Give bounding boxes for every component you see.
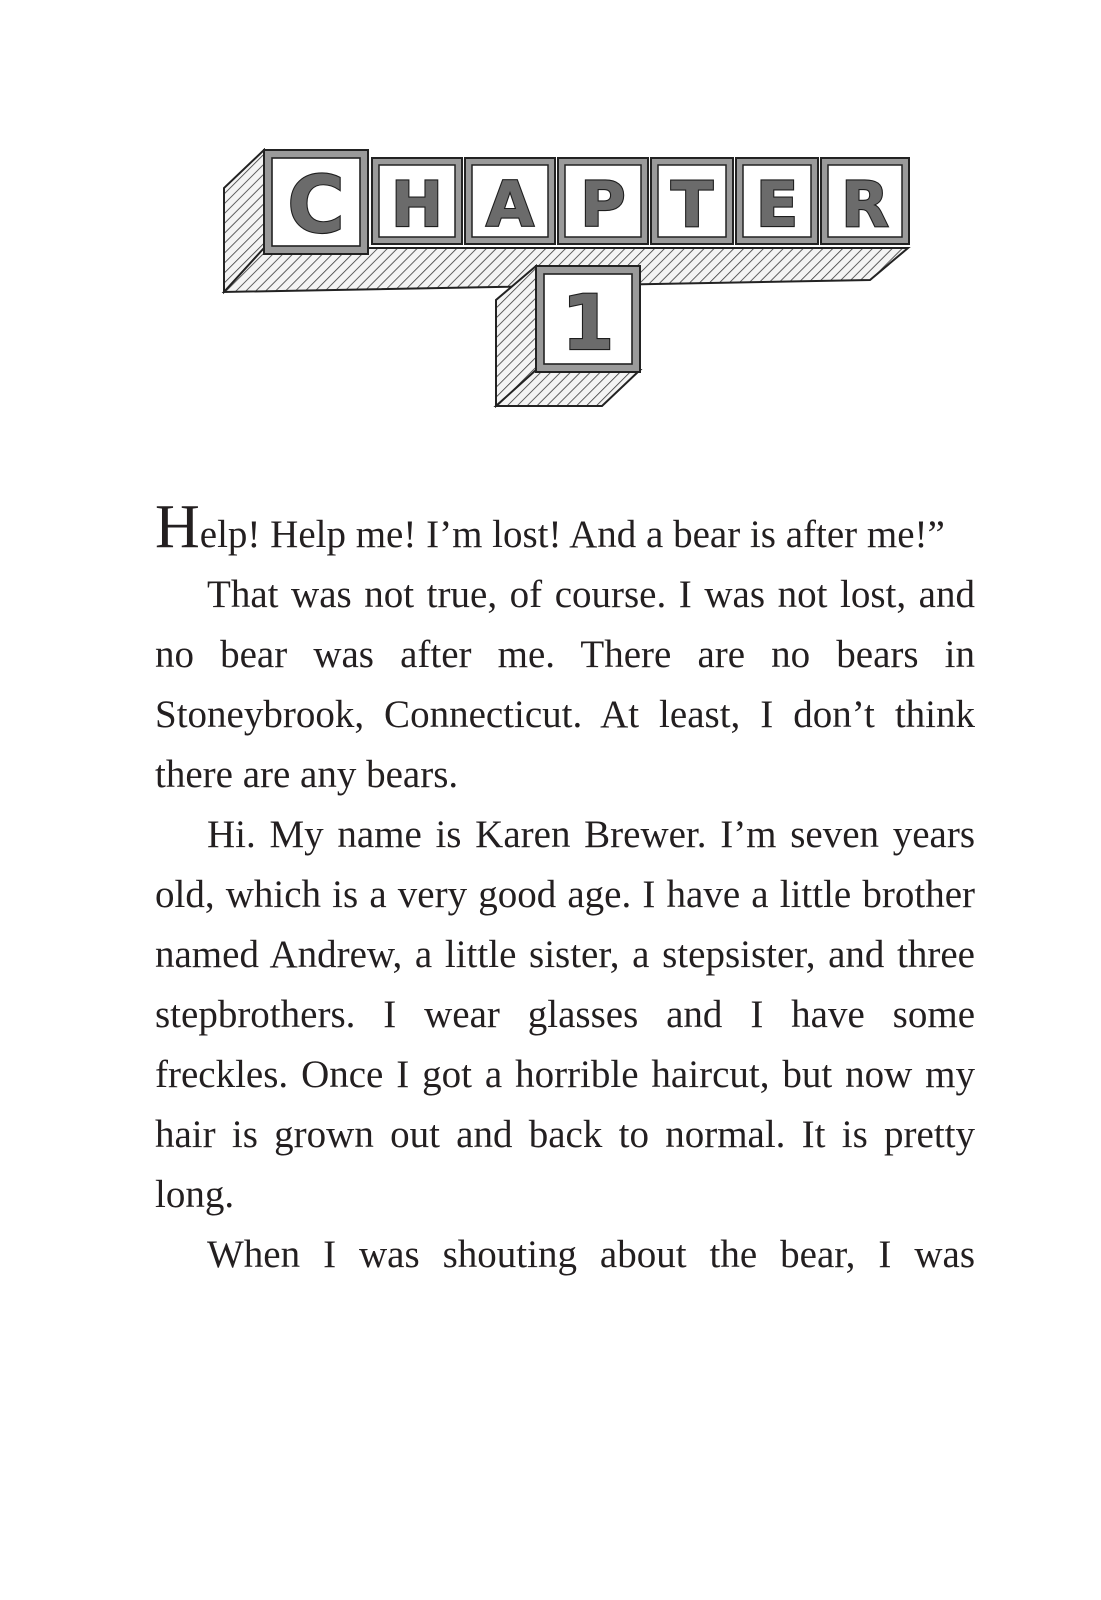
- block-c: [264, 150, 368, 254]
- chapter-blocks-illustration: [220, 148, 920, 418]
- story-text: [155, 493, 975, 1285]
- story-paragraph-1: [155, 493, 975, 565]
- chapter-heading: [220, 148, 920, 418]
- chapter-number-block: [536, 266, 640, 372]
- chapter-letter-t: T: [670, 168, 714, 241]
- story-paragraph-4: When I was shouting about the bear, I was: [207, 1233, 975, 1276]
- story-paragraph-3: Hi. My name is Karen Brewer. I’m seven years old, which is a very good age. I have a little brother named Andrew, a little sister, a stepsister, and three stepbrothers. I wear glasses and I have some freckles. Once I got a horrible haircut, but now my hair is grown out and back to normal. It is pretty long.: [155, 813, 975, 1216]
- chapter-letter-p: P: [580, 168, 626, 241]
- chapter-number: 1: [561, 278, 615, 367]
- story-paragraph-2: That was not true, of course. I was not lost, and no bear was after me. There are no bears in Stoneybrook, Connecticut. At least, I don’t think there are any bears.: [155, 573, 975, 796]
- chapter-letter-a: A: [486, 168, 534, 241]
- chapter-letter-r: R: [841, 168, 889, 241]
- chapter-letter-h: H: [391, 168, 443, 241]
- chapter-letter-c: C: [287, 161, 345, 251]
- chapter-letter-e: E: [755, 168, 799, 241]
- drop-cap: H: [155, 493, 200, 561]
- opening-line: elp! Help me! I’m lost! And a bear is after me!”: [199, 513, 945, 556]
